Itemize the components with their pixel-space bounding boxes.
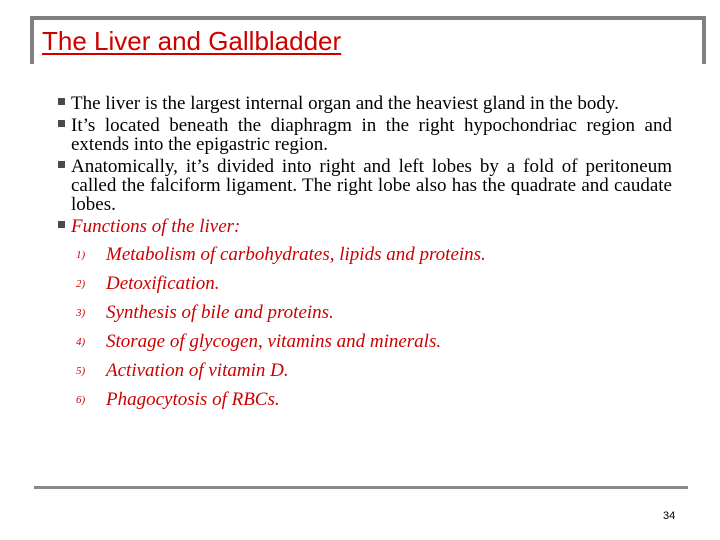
title-frame-top-border	[30, 16, 706, 20]
bullet-text: The liver is the largest internal organ and the heaviest gland in the body.	[71, 93, 619, 114]
function-item	[71, 298, 672, 327]
function-number: 1)	[76, 249, 86, 261]
function-number: 5)	[76, 365, 86, 377]
bullet-text: It’s located beneath the diaphragm in the right hypochondriac region and extends into the epigastric region.	[71, 115, 672, 155]
functions-list	[71, 240, 672, 414]
function-item	[71, 327, 672, 356]
square-bullet-icon	[58, 98, 65, 105]
functions-heading: Functions of the liver:	[71, 216, 241, 237]
bullet-item	[58, 94, 672, 113]
square-bullet-icon	[58, 221, 65, 228]
function-number: 4)	[76, 336, 86, 348]
functions-bullet	[58, 217, 672, 414]
function-item	[71, 269, 672, 298]
title-frame-left-border	[30, 16, 34, 64]
function-item	[71, 240, 672, 269]
function-text: Storage of glycogen, vitamins and minerals.	[106, 331, 442, 352]
function-text: Detoxification.	[106, 273, 220, 294]
bullet-list	[58, 94, 672, 414]
function-text: Activation of vitamin D.	[106, 360, 289, 381]
function-number: 3)	[76, 307, 86, 319]
function-text: Synthesis of bile and proteins.	[106, 302, 334, 323]
square-bullet-icon	[58, 120, 65, 127]
footer-divider	[34, 486, 688, 489]
function-text: Phagocytosis of RBCs.	[106, 389, 280, 410]
function-item	[71, 385, 672, 414]
slide-title: The Liver and Gallbladder	[42, 26, 342, 56]
function-number: 2)	[76, 278, 86, 290]
function-number: 6)	[76, 394, 86, 406]
bullet-text: Anatomically, it’s divided into right and left lobes by a fold of peritoneum called the falciform ligament. The right lobe also has the quadrate and caudate lobes.	[71, 156, 672, 215]
page-number: 34	[663, 510, 676, 522]
bullet-item	[58, 116, 672, 154]
title-frame-right-border	[702, 16, 706, 64]
square-bullet-icon	[58, 161, 65, 168]
bullet-item	[58, 157, 672, 214]
function-text: Metabolism of carbohydrates, lipids and proteins.	[106, 244, 486, 265]
function-item	[71, 356, 672, 385]
